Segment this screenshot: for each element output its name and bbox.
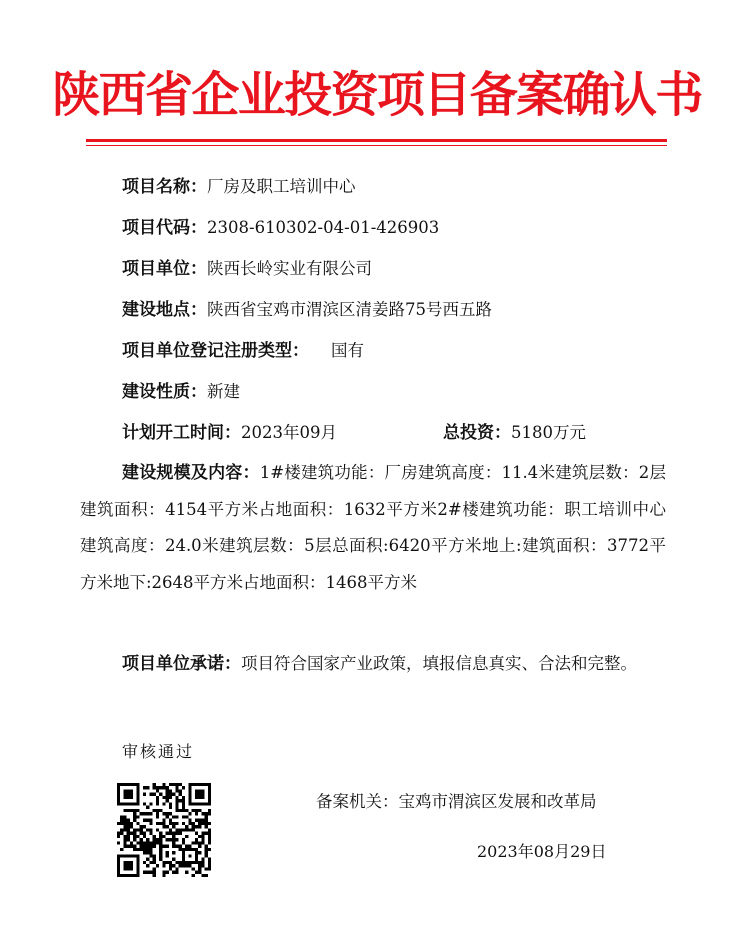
field-value: 2023年09月 [241, 423, 337, 442]
field-project-unit [122, 257, 372, 281]
field-value: 国有 [331, 341, 364, 360]
qr-code-icon [117, 783, 211, 877]
field-commitment [80, 646, 666, 683]
field-label: 项目单位： [122, 259, 207, 279]
field-value: 厂房及职工培训中心 [207, 177, 356, 196]
field-value: 2308-610302-04-01-426903 [207, 218, 440, 237]
field-label: 计划开工时间： [122, 423, 241, 443]
field-value: 陕西长岭实业有限公司 [207, 259, 372, 278]
field-nature [122, 380, 240, 404]
field-value: 新建 [207, 382, 240, 401]
filing-authority: 备案机关：宝鸡市渭滨区发展和改革局 [316, 792, 597, 811]
field-label: 项目单位登记注册类型： [122, 341, 309, 361]
field-scale [80, 455, 666, 601]
field-label: 总投资： [443, 423, 511, 443]
audit-status: 审核通过 [122, 742, 195, 761]
field-value: 项目符合国家产业政策，填报信息真实、合法和完整。 [241, 654, 637, 673]
document-title: 陕西省企业投资项目备案确认书 [52, 67, 702, 123]
field-location [122, 298, 492, 322]
field-total-investment [443, 421, 586, 445]
field-label: 建设性质： [122, 382, 207, 402]
field-start-time [122, 421, 337, 445]
field-label: 项目名称： [122, 177, 207, 197]
title-rule-thick [86, 139, 667, 142]
field-label: 建设地点： [122, 300, 207, 320]
field-register-type [122, 339, 364, 363]
field-value: 5180万元 [511, 423, 586, 442]
field-project-code [122, 216, 439, 240]
field-label: 建设规模及内容： [122, 463, 260, 483]
field-label: 项目代码： [122, 218, 207, 238]
title-rule-thin [86, 145, 667, 146]
field-value: 1#楼建筑功能：厂房建筑高度：11.4米建筑层数：2层建筑面积：4154平方米占地面积：1632平方米2#楼建筑功能：职工培训中心建筑高度：24.0米建筑层数：5层总面积:6420平方米地上:建筑面积：3772平方米地下:2648平方米占地面积：1468平方米 [80, 463, 666, 592]
field-project-name [122, 175, 356, 199]
field-label: 项目单位承诺： [122, 654, 241, 674]
field-value: 陕西省宝鸡市渭滨区清姜路75号西五路 [207, 300, 492, 319]
filing-date: 2023年08月29日 [477, 842, 607, 861]
